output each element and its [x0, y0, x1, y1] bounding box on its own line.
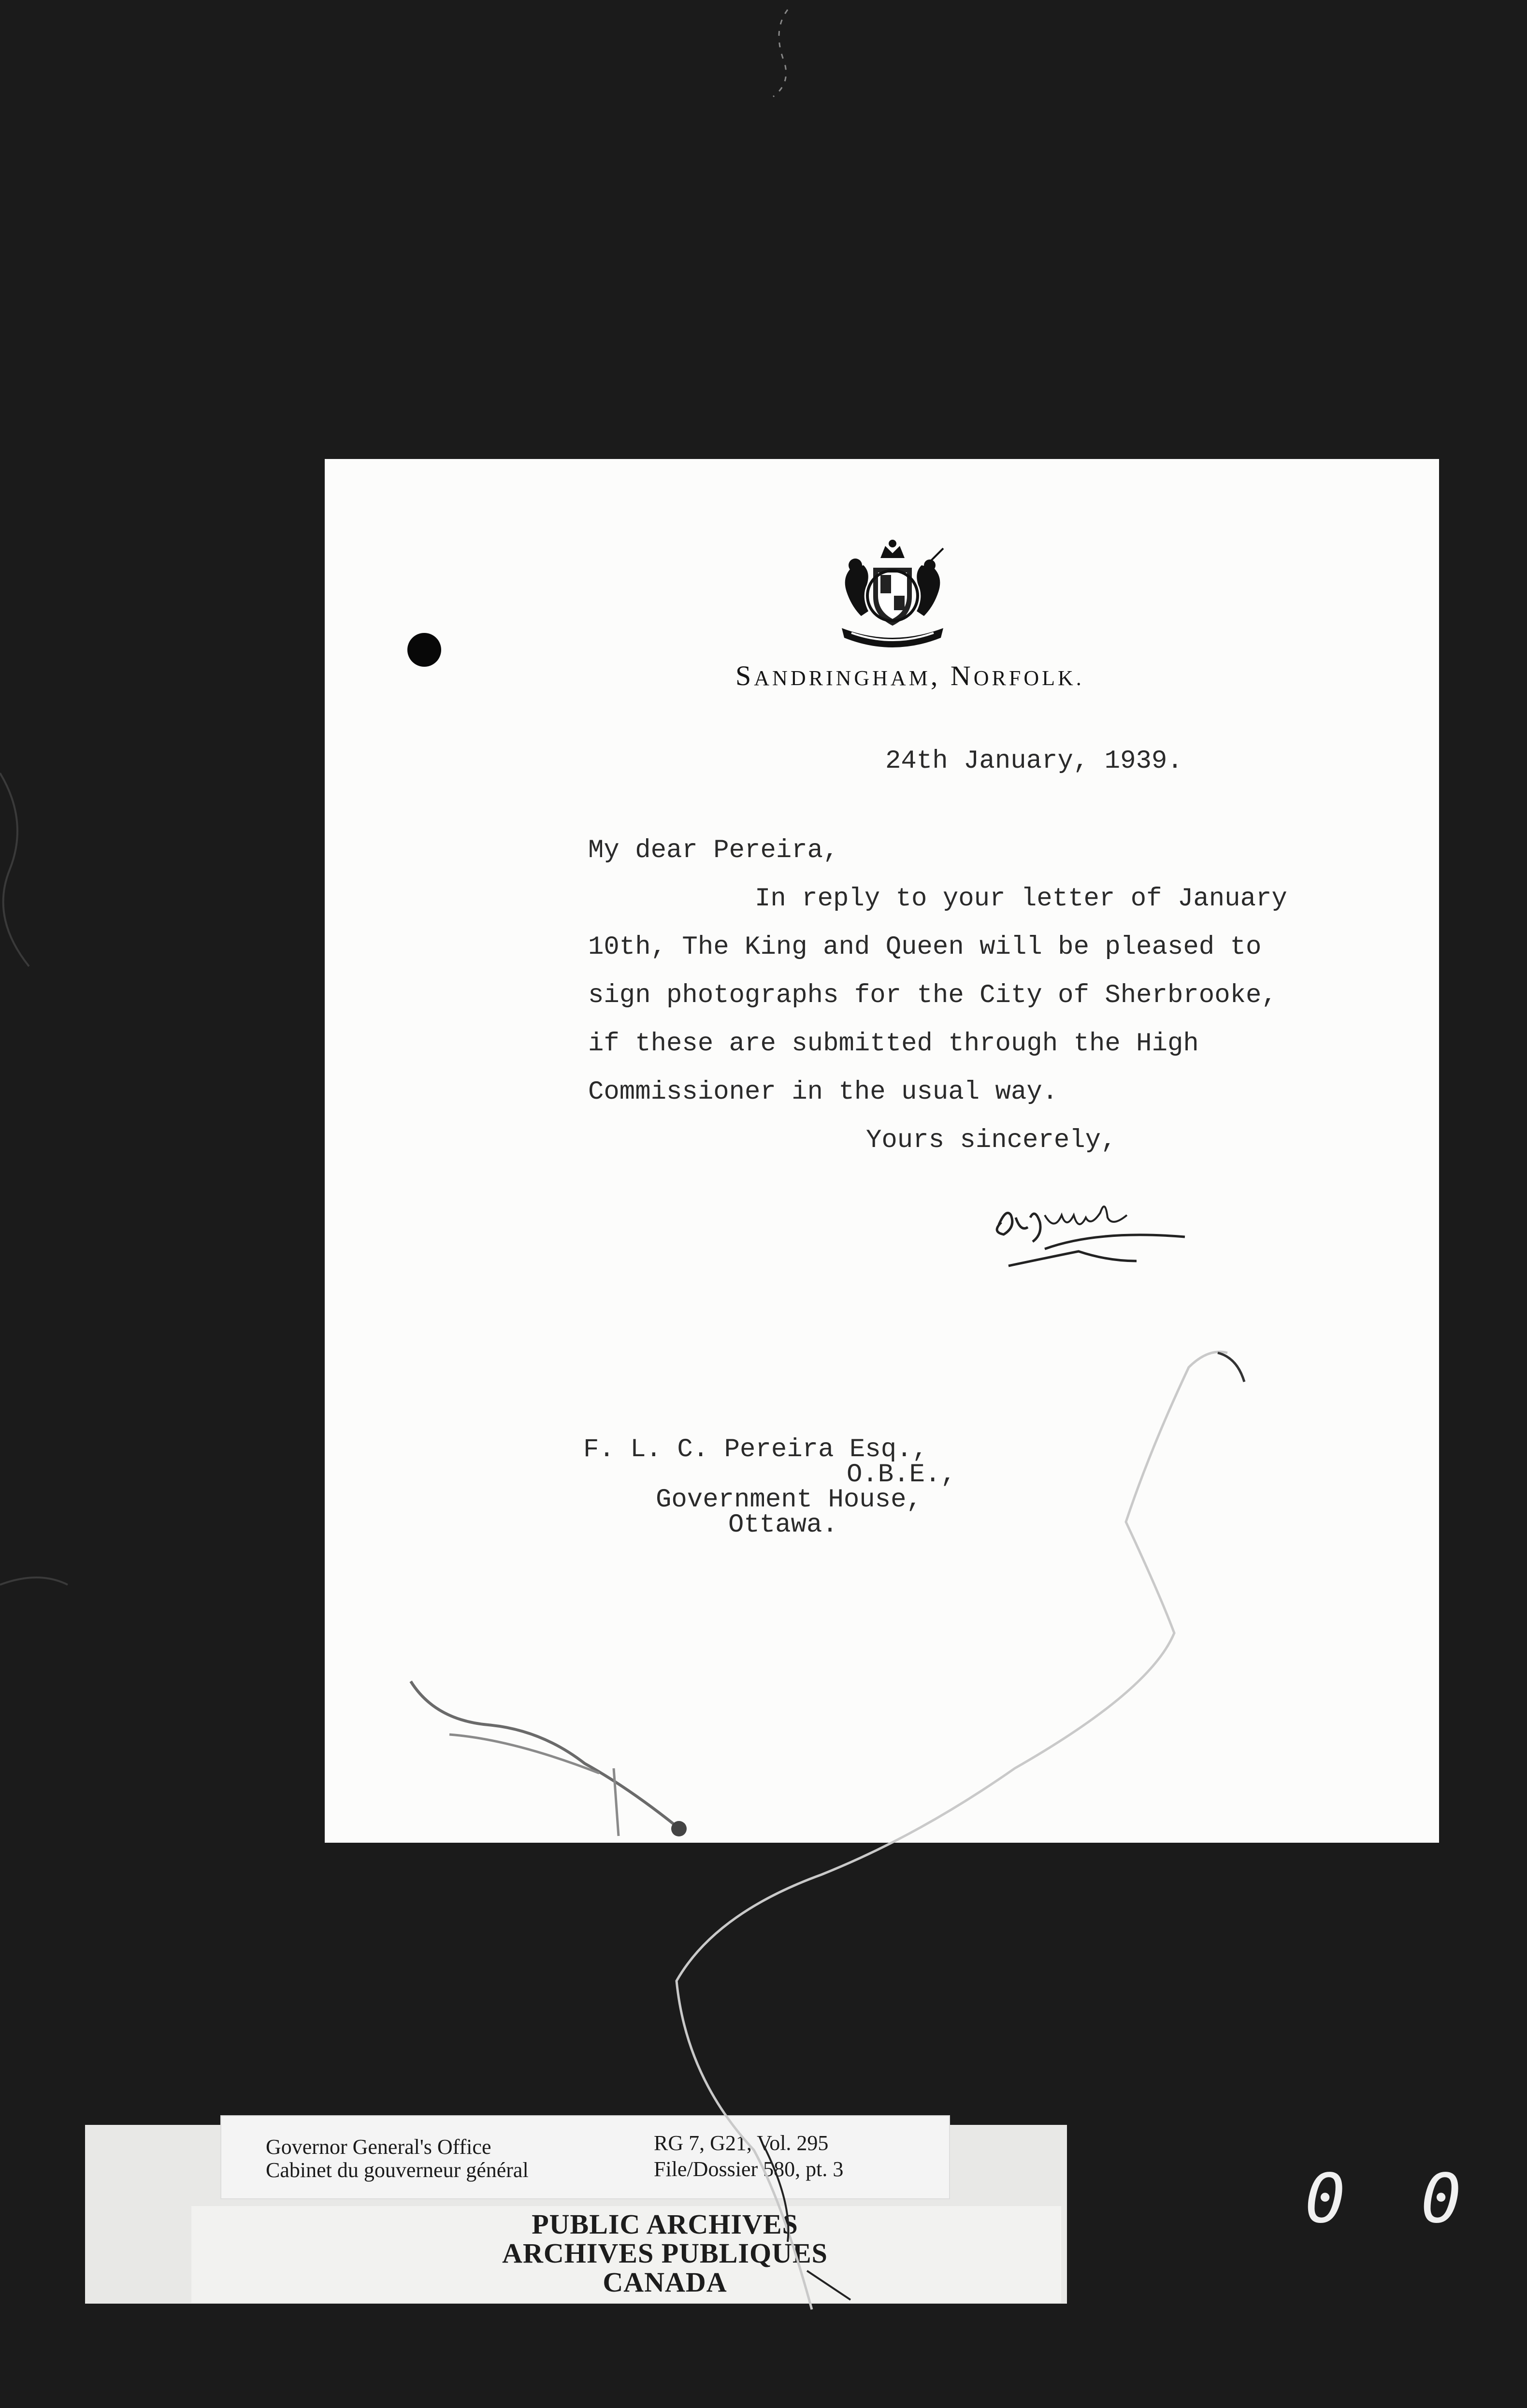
punch-hole [407, 633, 441, 667]
recipient-name: F. L. C. Pereira Esq., [583, 1435, 928, 1464]
recipient-address-line: Government House, [656, 1485, 922, 1515]
royal-coat-of-arms-icon [832, 539, 953, 647]
record-group-reference: RG 7, G21, Vol. 295 [654, 2131, 829, 2155]
body-line: sign photographs for the City of Sherbrooke, [588, 981, 1277, 1010]
closing: Yours sincerely, [866, 1126, 1117, 1155]
body-line: In reply to your letter of January [755, 884, 1287, 914]
office-name-en: Governor General's Office [266, 2135, 491, 2159]
body-line: Commissioner in the usual way. [588, 1077, 1058, 1107]
recipient-address-line: Ottawa. [728, 1510, 838, 1540]
salutation: My dear Pereira, [588, 836, 839, 865]
letter-page [325, 459, 1439, 1843]
recipient-honours: O.B.E., [847, 1460, 956, 1490]
archive-stamp-line: PUBLIC ARCHIVES [532, 2208, 798, 2240]
archive-stamp-line: CANADA [603, 2266, 727, 2298]
file-reference: File/Dossier 580, pt. 3 [654, 2157, 844, 2181]
letter-date: 24th January, 1939. [885, 746, 1183, 776]
body-line: if these are submitted through the High [588, 1029, 1199, 1059]
frame-number: 0 [1421, 2160, 1462, 2238]
frame-number: 0 [1305, 2160, 1346, 2238]
letterhead-address: SANDRINGHAM, NORFOLK. [735, 660, 1084, 691]
archive-stamp-line: ARCHIVES PUBLIQUES [502, 2237, 828, 2269]
body-line: 10th, The King and Queen will be pleased to [588, 932, 1262, 962]
office-name-fr: Cabinet du gouverneur général [266, 2158, 529, 2182]
archive-reference-slip [220, 2115, 950, 2199]
handwritten-signature [982, 1189, 1195, 1271]
